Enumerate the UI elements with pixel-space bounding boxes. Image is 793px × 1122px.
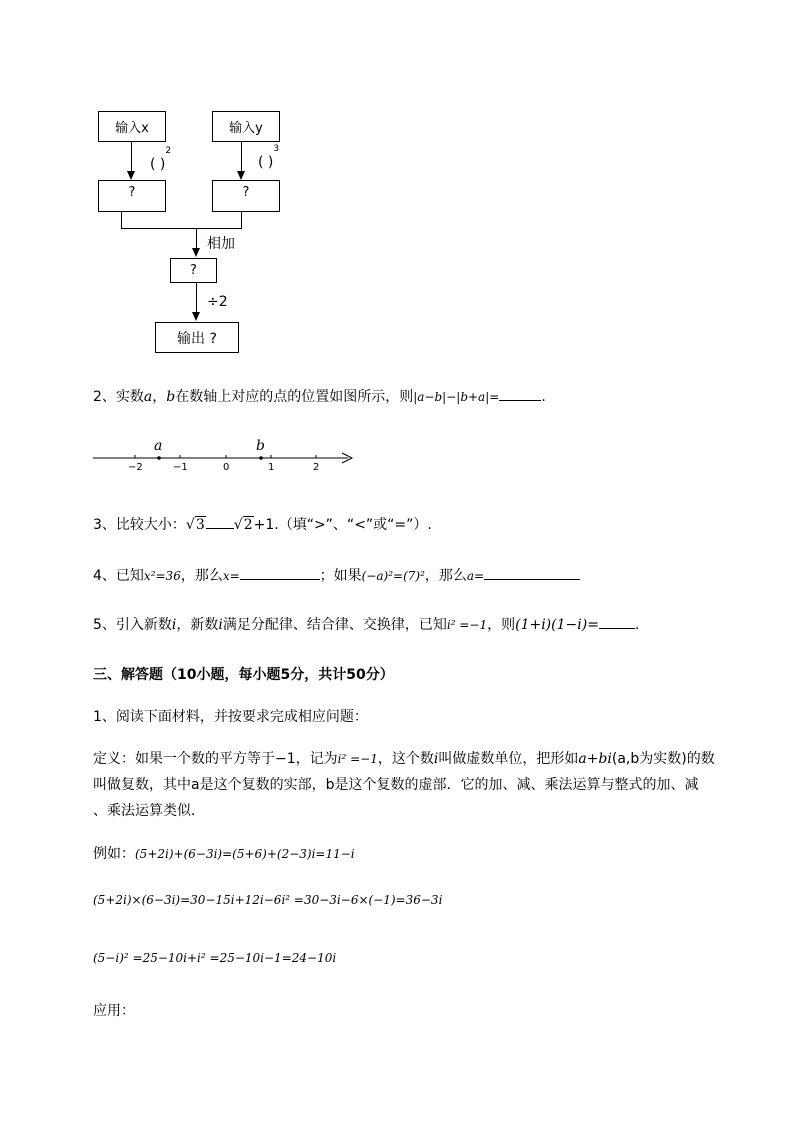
example-2: (5+2i)×(6−3i)=30−15i+12i−6i² =30−3i−6×(−1)=36−3i [93, 893, 443, 907]
definition-line-2: 叫做复数，其中a是这个复数的实部，b是这个复数的虚部．它的加、减、乘法运算与整式的加、减 [93, 777, 699, 793]
cube-operation: ( )$^3$ [258, 144, 280, 171]
add-label: 相加 [207, 236, 235, 252]
question-4: 4、已知x²=36，那么x= ；如果(−a)²=(7)²，那么a= [93, 565, 580, 585]
tick-label: −1 [173, 462, 188, 473]
merge-right-line [241, 212, 242, 229]
div-arrow-head [192, 312, 200, 321]
problem-1-title: 1、阅读下面材料，并按要求完成相应问题： [93, 709, 368, 725]
add-arrow-head [192, 248, 200, 257]
tick-label: 2 [313, 462, 320, 473]
question-2: 2、实数a，b在数轴上对应的点的位置如图所示，则|a−b|−|b+a|= . [93, 389, 546, 405]
tick-label: −2 [128, 462, 143, 473]
point-a-dot [157, 456, 161, 460]
tick-label: 0 [223, 462, 230, 473]
input-y-label: 输入y [229, 121, 263, 136]
apply-label: 应用： [93, 1003, 135, 1019]
definition-line-1: 定义：如果一个数的平方等于−1，记为i² =−1，这个数i叫做虚数单位，把形如a+bi(a,b为实数)的数 [93, 751, 715, 767]
merge-horizontal-line [121, 228, 242, 229]
input-x-label: 输入x [115, 121, 149, 136]
input-x-box [98, 111, 166, 142]
number-line [90, 436, 360, 476]
result-y-box: ? [212, 180, 280, 212]
question-3: 3、比较大小：√3 √2+1.（填“>”、“<”或“=”）. [93, 517, 432, 533]
example-1: 例如：(5+2i)+(6−3i)=(5+6)+(2−3)i=11−i [93, 846, 355, 862]
output-box: 输出 ? [155, 322, 239, 353]
arrow-x-head [127, 171, 135, 180]
answer-blank[interactable] [599, 627, 635, 629]
sum-box: ? [170, 258, 217, 283]
answer-blank[interactable] [206, 527, 234, 529]
point-b-dot [259, 456, 263, 460]
arrow-x-line [131, 142, 132, 172]
answer-blank[interactable] [499, 399, 541, 401]
example-3: (5−i)² =25−10i+i² =25−10i−1=24−10i [93, 951, 337, 965]
answer-blank[interactable] [484, 578, 580, 580]
definition-line-3: 、乘法运算类似． [93, 803, 205, 819]
add-arrow-line [196, 228, 197, 249]
question-5: 5、引入新数i，新数i满足分配律、结合律、交换律，已知i² =−1，则(1+i)(1−i)= . [93, 617, 640, 633]
divide-label: ÷2 [207, 294, 228, 310]
arrow-y-line [241, 142, 242, 172]
result-x-box: ? [98, 180, 166, 212]
merge-left-line [121, 212, 122, 229]
point-b-label: b [256, 438, 265, 454]
answer-blank[interactable] [240, 578, 320, 580]
input-y-box [212, 111, 280, 142]
div-arrow-line [196, 283, 197, 313]
tick-label: 1 [268, 462, 275, 473]
square-operation: ( )$^2$ [150, 146, 172, 173]
arrow-y-head [237, 171, 245, 180]
section-3-title: 三、解答题（10小题，每小题5分，共计50分） [93, 667, 394, 683]
point-a-label: a [154, 438, 163, 454]
